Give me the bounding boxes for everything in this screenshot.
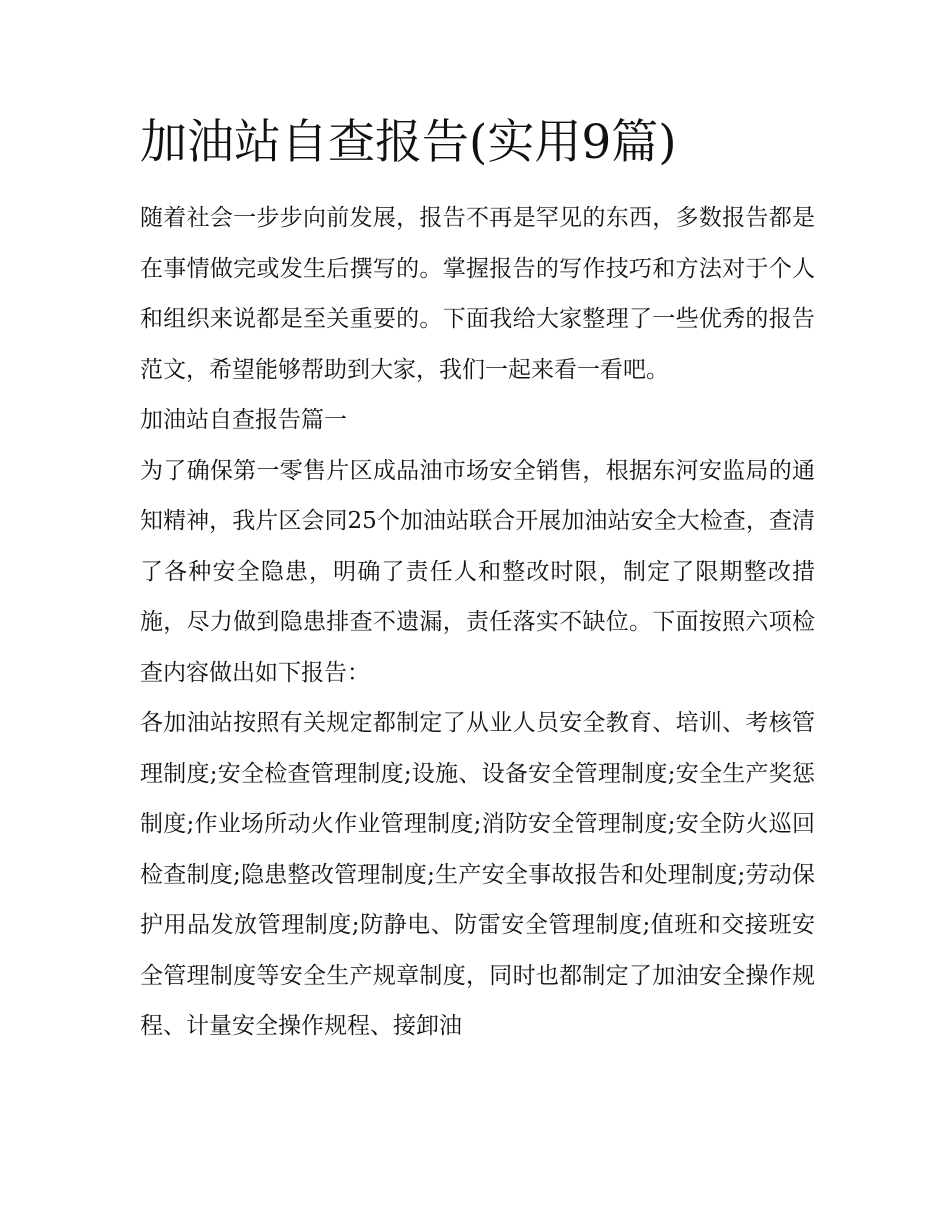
- body-paragraph: 为了确保第一零售片区成品油市场安全销售，根据东河安监局的通知精神，我片区会同25个加油站联合开展加油站安全大检查，查清了各种安全隐患，明确了责任人和整改时限，制定了限期整改措施，尽力做到隐患排查不遗漏，责任落实不缺位。下面按照六项检查内容做出如下报告：: [140, 457, 815, 686]
- intro-paragraph: 随着社会一步步向前发展，报告不再是罕见的东西，多数报告都是在事情做完或发生后撰写的。掌握报告的写作技巧和方法对于个人和组织来说都是至关重要的。下面我给大家整理了一些优秀的报告范文，希望能够帮助到大家，我们一起来看一看吧。: [140, 205, 815, 383]
- document-page: [140, 112, 815, 1052]
- document-body: [140, 193, 815, 1052]
- section-heading: 加油站自查报告篇一: [140, 407, 347, 434]
- document-title: 加油站自查报告(实用9篇): [140, 115, 677, 170]
- body-paragraph: 各加油站按照有关规定都制定了从业人员安全教育、培训、考核管理制度;安全检查管理制度;设施、设备安全管理制度;安全生产奖惩制度;作业场所动火作业管理制度;消防安全管理制度;安全防火巡回检查制度;隐患整改管理制度;生产安全事故报告和处理制度;劳动保护用品发放管理制度;防静电、防雷安全管理制度;值班和交接班安全管理制度等安全生产规章制度，同时也都制定了加油安全操作规程、计量安全操作规程、接卸油: [140, 710, 815, 1040]
